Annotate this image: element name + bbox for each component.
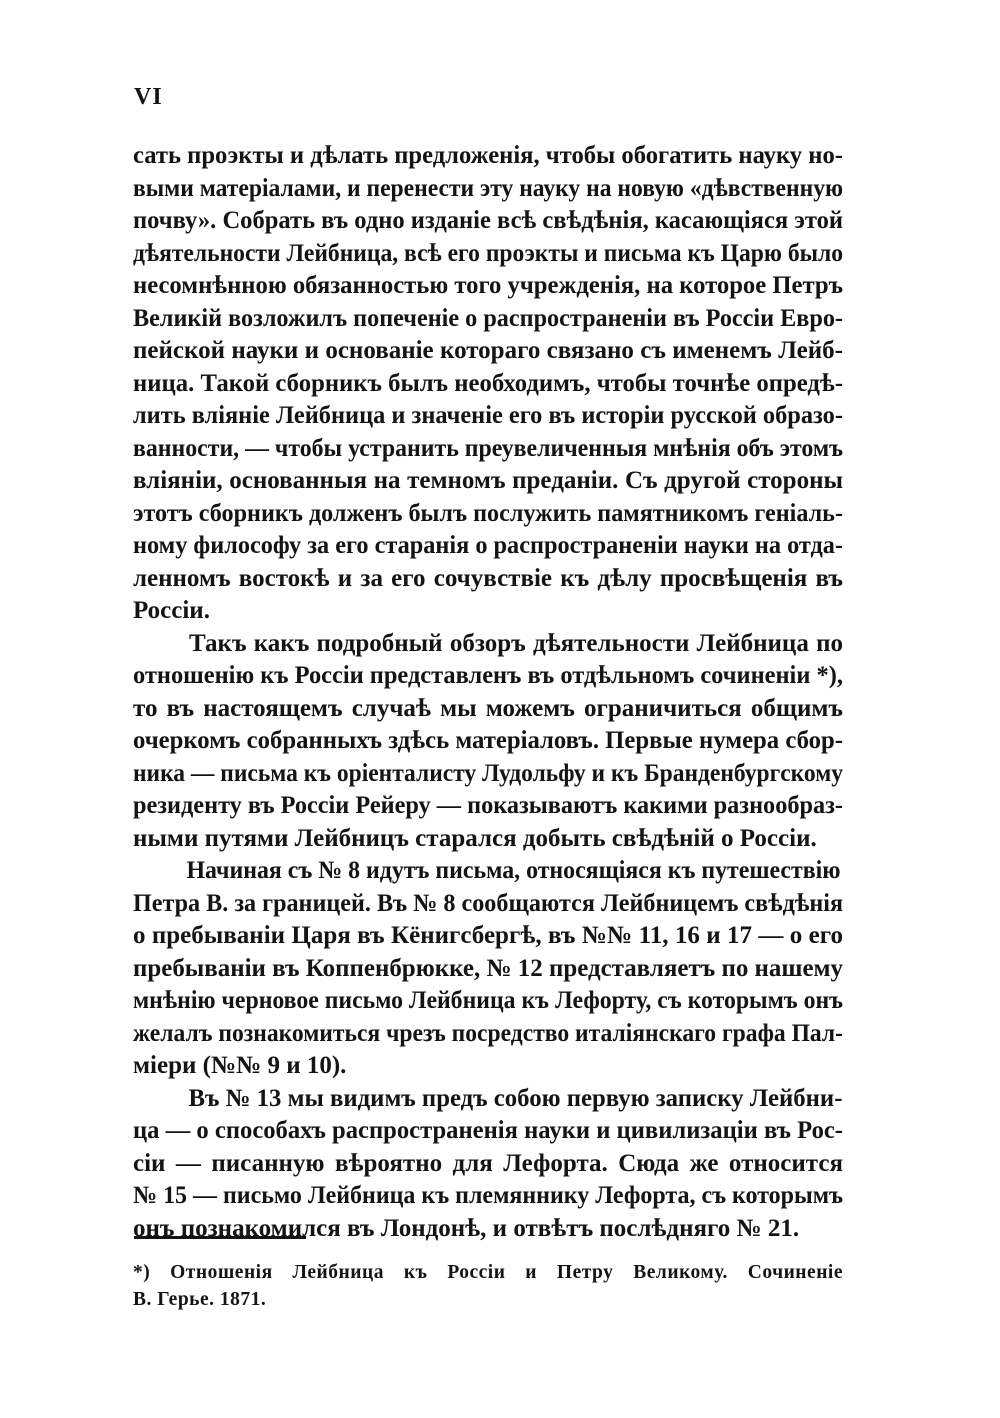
footnote-line: В. Герье. 1871.	[133, 1289, 267, 1310]
text-line: ванности, — чтобы устранить преувеличенныя мнѣнія объ этомъ	[133, 434, 844, 462]
page-number: VI	[134, 84, 163, 110]
text-line: отношенію къ Россіи представленъ въ отдѣльномъ сочиненіи *),	[133, 662, 843, 689]
text-line: очеркомъ собранныхъ здѣсь матеріаловъ. Первые нумера сбор-	[133, 727, 844, 754]
text-line: мнѣнію черновое письмо Лейбница къ Лефорту, съ которымъ онъ	[133, 987, 844, 1014]
text-line: Начиная съ № 8 идутъ письма, относящіяся къ путешествію	[186, 857, 841, 884]
text-line: ному философу за его старанія о распространеніи науки на отда-	[133, 532, 844, 559]
text-line: № 15 — письмо Лейбница къ племяннику Лефорта, съ которымъ	[133, 1182, 843, 1209]
text-line: міери (№№ 9 и 10).	[133, 1052, 347, 1079]
text-line: резиденту въ Россіи Рейеру — показываютъ какими разнообраз-	[133, 792, 843, 819]
text-line: Въ № 13 мы видимъ предъ собою первую записку Лейбни-	[188, 1084, 843, 1112]
text-line: ника — письма къ оріенталисту Лудольфу и къ Бранденбургскому	[133, 759, 844, 787]
text-line: Россіи.	[133, 597, 210, 624]
text-line: сать проэкты и дѣлать предложенія, чтобы обогатить науку но-	[133, 142, 843, 169]
text-line: почву». Собрать въ одно изданіе всѣ свѣдѣнія, касающіяся этой	[133, 207, 843, 234]
text-line: ница. Такой сборникъ былъ необходимъ, чтобы точнѣе опредѣ-	[133, 369, 843, 397]
footnote	[133, 1259, 843, 1313]
text-line: Великій возложилъ попеченіе о распространеніи въ Россіи Евро-	[133, 304, 844, 332]
text-line: пребываніи въ Коппенбрюкке, № 12 представляетъ по нашему	[133, 954, 844, 982]
text-line: этотъ сборникъ долженъ былъ послужить памятникомъ геніаль-	[133, 499, 844, 527]
text-line: ными путями Лейбницъ старался добыть свѣдѣній о Россіи.	[133, 824, 817, 852]
text-line: Петра В. за границей. Въ № 8 сообщаются Лейбницемъ свѣдѣнія	[133, 889, 844, 917]
text-line: ленномъ востокѣ и за его сочувствіе къ дѣлу просвѣщенія въ	[133, 564, 843, 592]
body-text	[133, 140, 843, 1245]
text-line: о пребываніи Царя въ Кёнигсбергѣ, въ №№ 11, 16 и 17 — о его	[133, 922, 843, 949]
text-line: желалъ познакомиться чрезъ посредство италіянскаго графа Пал-	[133, 1019, 844, 1047]
text-line: сіи — писанную вѣроятно для Лефорта. Сюда же относится	[133, 1149, 843, 1177]
text-line: дѣятельности Лейбница, всѣ его проэкты и письма къ Царю было	[133, 239, 844, 267]
text-line: то въ настоящемъ случаѣ мы можемъ ограничиться общимъ	[133, 694, 843, 722]
text-line: Такъ какъ подробный обзоръ дѣятельности Лейбница по	[189, 629, 843, 657]
text-line: пейской науки и основаніе котораго связано съ именемъ Лейб-	[133, 337, 843, 364]
text-line: выми матеріалами, и перенести эту науку на новую «дѣвственную	[133, 174, 844, 202]
text-line: вліяніи, основанныя на темномъ преданіи. Съ другой стороны	[133, 467, 843, 494]
text-line: несомнѣнною обязанностью того учрежденія, на которое Петръ	[133, 272, 844, 299]
text-line: ца — о способахъ распространенія науки и цивилизаціи въ Рос-	[133, 1117, 844, 1144]
footnote-line: *) Отношенія Лейбница къ Россіи и Петру Великому. Сочиненіе	[133, 1262, 843, 1283]
footnote-divider	[134, 1236, 306, 1239]
text-line: лить вліяніе Лейбница и значеніе его въ исторіи русской образо-	[133, 402, 844, 429]
text-line: онъ познакомился въ Лондонѣ, и отвѣтъ послѣдняго № 21.	[133, 1214, 800, 1242]
